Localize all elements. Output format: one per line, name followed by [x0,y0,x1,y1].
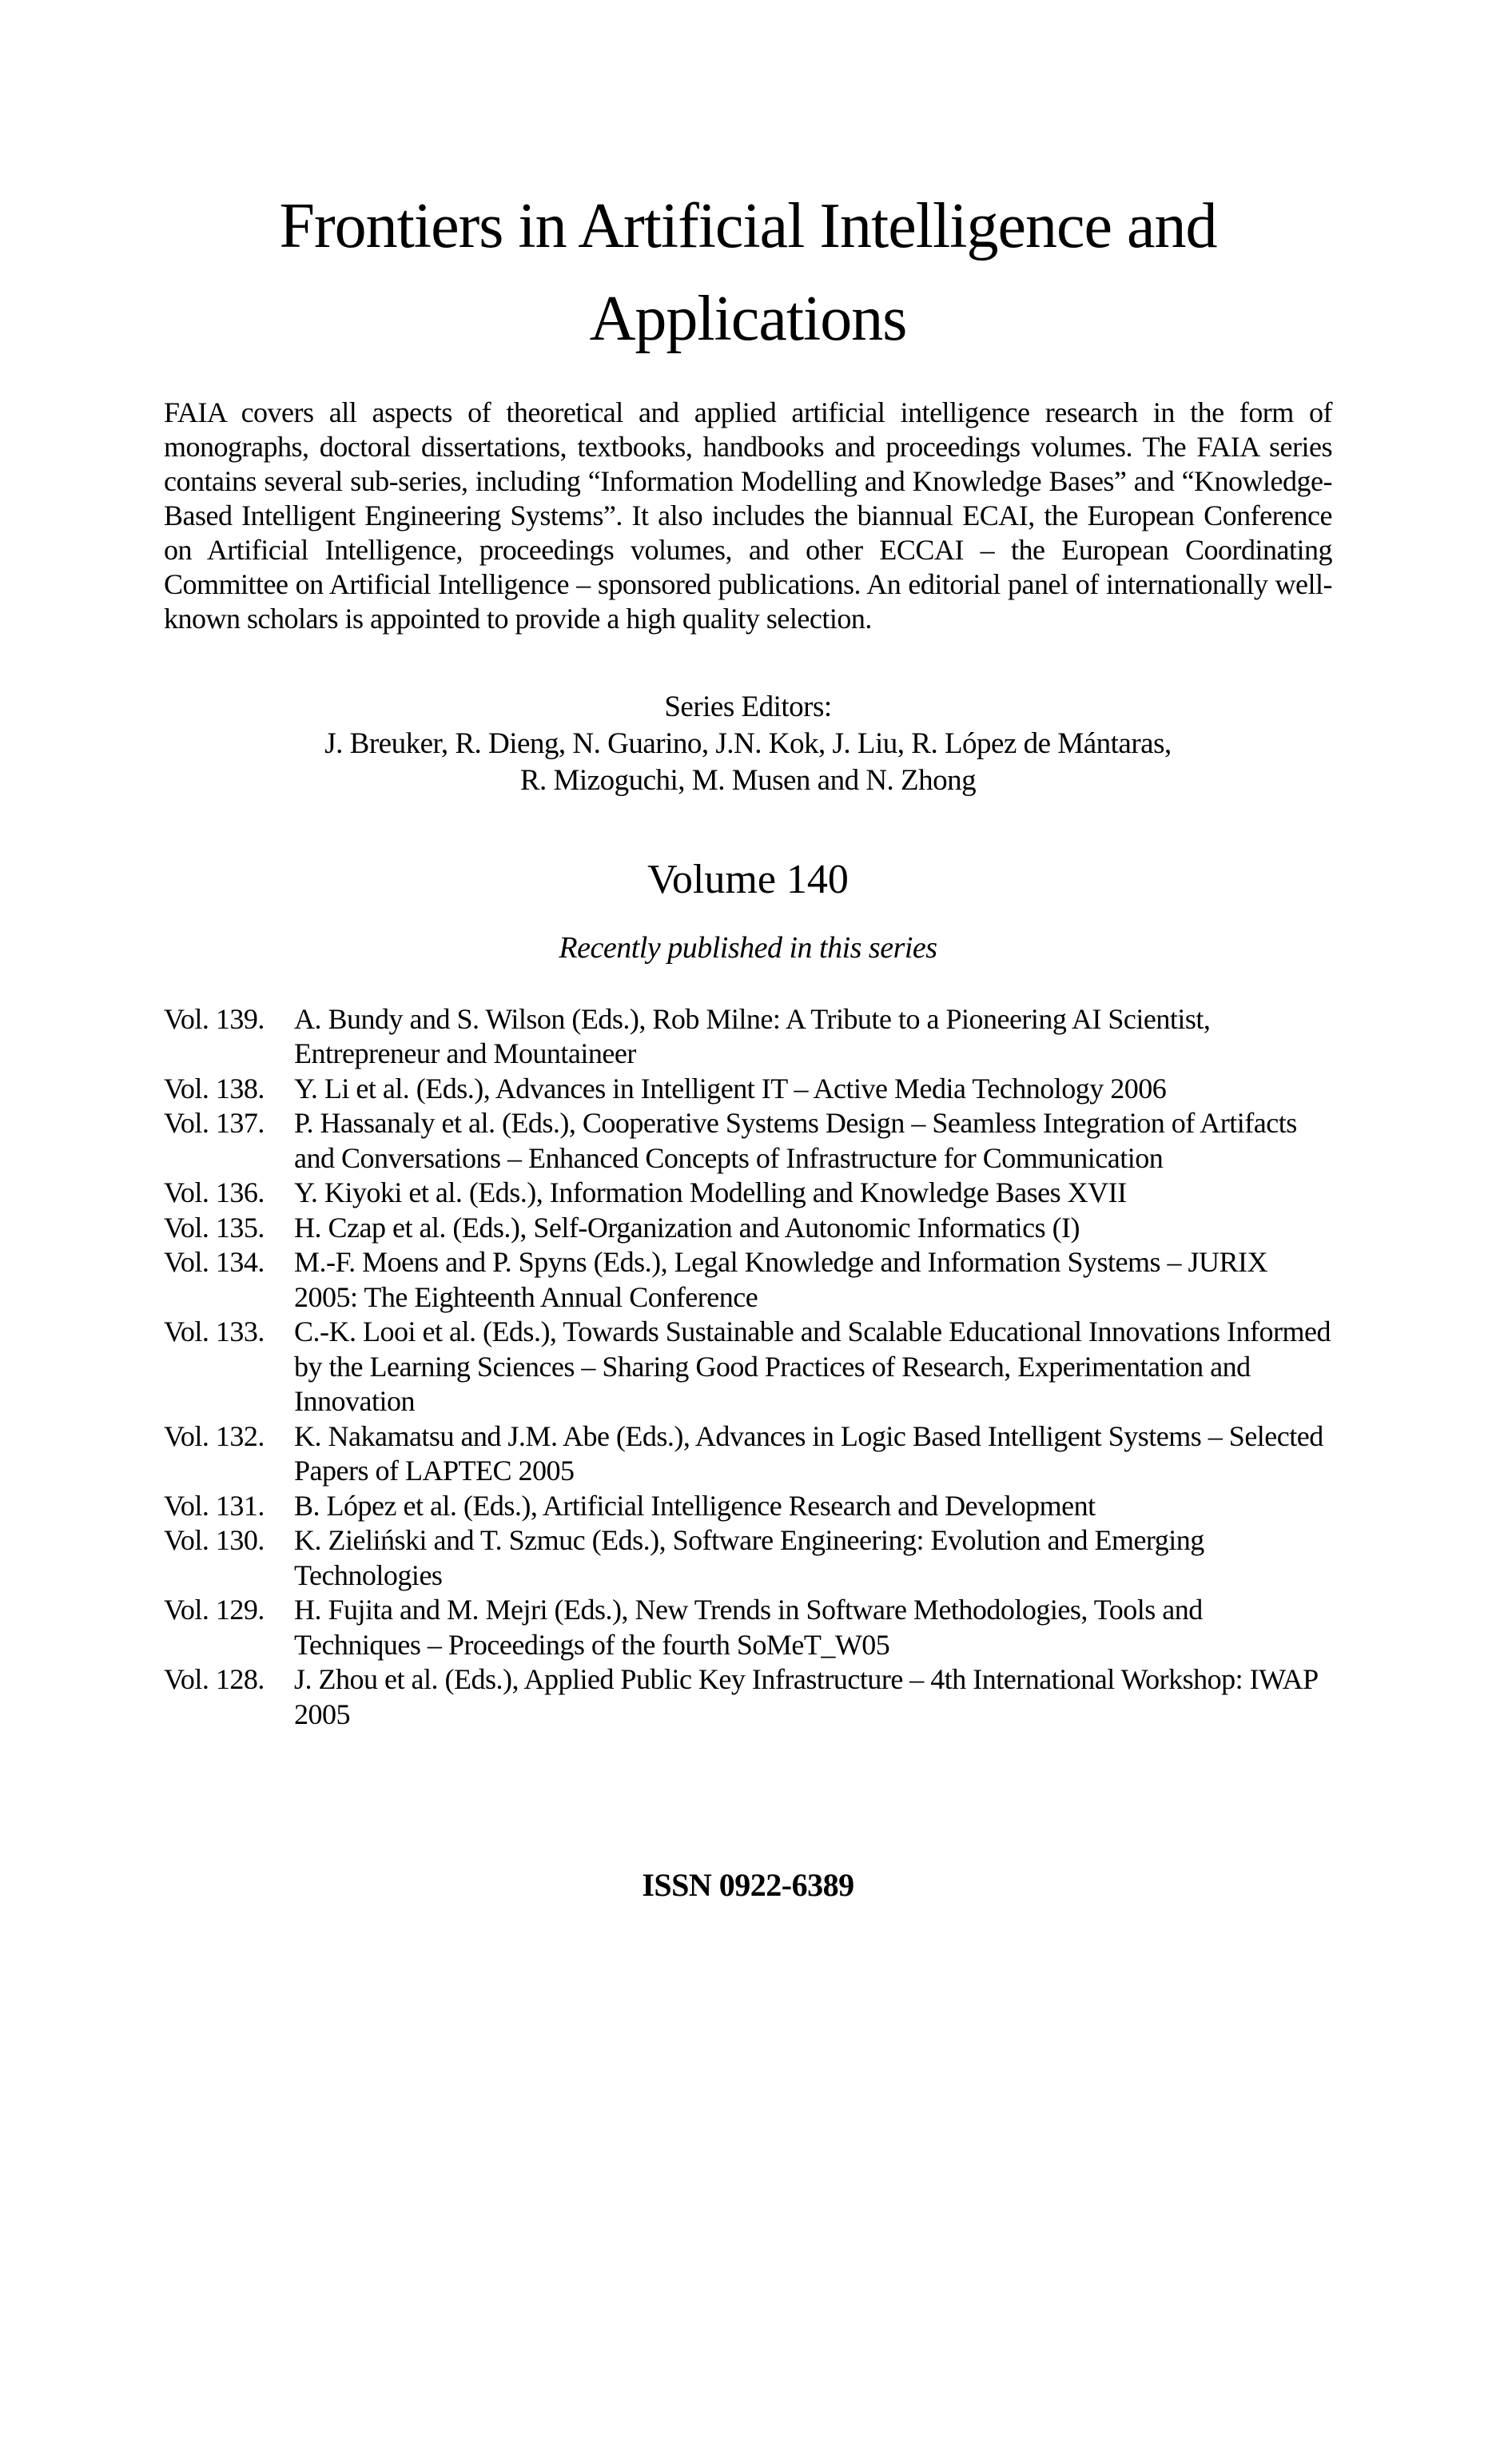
volume-list-item [164,1211,1332,1246]
volume-number: Vol. 129. [164,1594,265,1626]
volume-title: M.-F. Moens and P. Spyns (Eds.), Legal Knowledge and Information Systems – JURIX 2005: The Eighteenth Annual Conference [294,1246,1268,1313]
volume-title: C.-K. Looi et al. (Eds.), Towards Sustainable and Scalable Educational Innovations Informed by the Learning Sciences – Sharing Good Practices of Research, Experimentation and Innovation [294,1316,1331,1418]
volume-title: H. Czap et al. (Eds.), Self-Organization and Autonomic Informatics (I) [294,1211,1080,1244]
volume-list [164,1002,1332,1733]
volume-title: H. Fujita and M. Mejri (Eds.), New Trends in Software Methodologies, Tools and Techniques – Proceedings of the fourth SoMeT_W05 [294,1594,1203,1661]
volume-list-item [164,1315,1332,1419]
series-editors-names-line-1: J. Breuker, R. Dieng, N. Guarino, J.N. Kok, J. Liu, R. López de Mántaras, [324,727,1172,760]
volume-number: Vol. 134. [164,1246,265,1279]
page-content [164,180,1332,1904]
series-editors-names-line-2: R. Mizoguchi, M. Musen and N. Zhong [519,764,977,797]
volume-number: Vol. 133. [164,1316,265,1348]
volume-title: K. Nakamatsu and J.M. Abe (Eds.), Advances in Logic Based Intelligent Systems – Selected Papers of LAPTEC 2005 [294,1419,1323,1487]
volume-list-item [164,1176,1332,1211]
document-page [0,180,1512,2444]
volume-number: Vol. 130. [164,1524,265,1557]
recently-published-heading: Recently published in this series [559,931,937,965]
volume-number: Vol. 139. [164,1002,265,1035]
volume-list-item [164,1002,1332,1072]
volume-list-item [164,1245,1332,1315]
volume-list-item [164,1593,1332,1662]
volume-number: Vol. 138. [164,1072,265,1105]
volume-list-item [164,1106,1332,1176]
series-description: FAIA covers all aspects of theoretical and applied artificial intelligence research in the form of monographs, doctoral dissertations, textbooks, handbooks and proceedings volumes. The FAIA series contains several sub-series, including “Information Modelling and Knowledge Bases” and “Knowledge-Based Intelligent Engineering Systems”. It also includes the biannual ECAI, the European Conference on Artificial Intelligence, proceedings volumes, and other ECCAI – the European Coordinating Committee on Artificial Intelligence – sponsored publications. An editorial panel of internationally well-known scholars is appointed to provide a high quality selection. [164,396,1332,635]
volume-number: Vol. 132. [164,1419,265,1452]
volume-title: Y. Kiyoki et al. (Eds.), Information Modelling and Knowledge Bases XVII [294,1176,1127,1209]
series-editors-heading: Series Editors: [664,691,832,723]
volume-number: Vol. 131. [164,1489,265,1522]
volume-list-item [164,1419,1332,1489]
volume-list-item [164,1072,1332,1107]
volume-title: B. López et al. (Eds.), Artificial Intelligence Research and Development [294,1489,1096,1522]
volume-title: P. Hassanaly et al. (Eds.), Cooperative Systems Design – Seamless Integration of Artifacts and Conversations – Enhanced Concepts of Infrastructure for Communication [294,1107,1297,1174]
volume-number: Vol. 137. [164,1107,265,1140]
issn: ISSN 0922-6389 [642,1867,854,1904]
volume-list-item [164,1489,1332,1524]
volume-list-item [164,1523,1332,1593]
series-editors-block [164,689,1332,799]
volume-title: J. Zhou et al. (Eds.), Applied Public Key Infrastructure – 4th International Workshop: IWAP 2005 [294,1663,1318,1730]
volume-number: Vol. 135. [164,1211,265,1244]
page-title: Frontiers in Artificial Intelligence and Applications [279,191,1217,354]
volume-list-item [164,1662,1332,1732]
volume-title: Y. Li et al. (Eds.), Advances in Intelligent IT – Active Media Technology 2006 [294,1072,1167,1105]
volume-number: Vol. 128. [164,1663,265,1696]
volume-title: K. Zieliński and T. Szmuc (Eds.), Software Engineering: Evolution and Emerging Technologies [294,1524,1204,1591]
volume-number: Vol. 136. [164,1176,265,1209]
volume-title: A. Bundy and S. Wilson (Eds.), Rob Milne: A Tribute to a Pioneering AI Scientist, Entrepreneur and Mountaineer [294,1002,1211,1070]
volume-heading: Volume 140 [647,857,849,902]
